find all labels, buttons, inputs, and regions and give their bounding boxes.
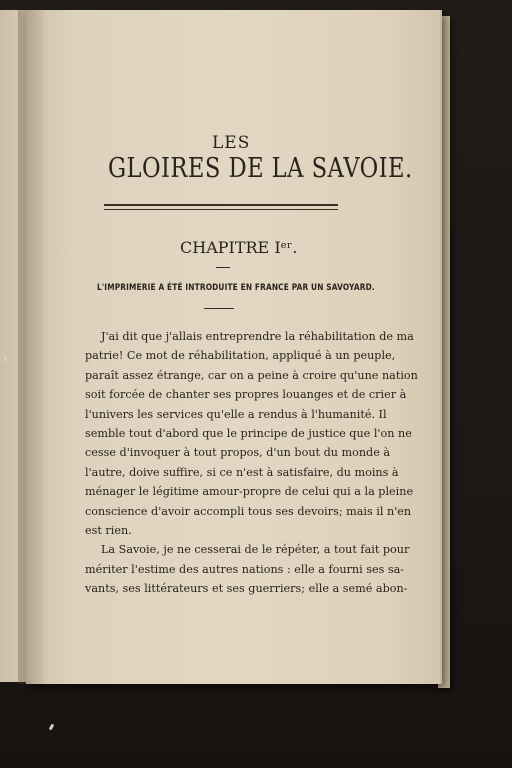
- title-rule-thin: [104, 209, 338, 210]
- page-title: GLOIRES DE LA SAVOIE.: [108, 153, 413, 184]
- body-line: ménager le légitime amour-propre de celui qui a la pleine: [85, 485, 414, 499]
- body-line: l'univers les services qu'elle a rendus à l'humanité. Il: [85, 407, 387, 421]
- body-paragraphs: [85, 327, 418, 598]
- body-line: l'autre, doive suffire, si ce n'est à satisfaire, du moins à: [85, 465, 399, 479]
- body-line: soit forcée de chanter ses propres louanges et de crier à: [85, 388, 407, 402]
- title-small: LES: [212, 133, 251, 153]
- body-line: conscience d'avoir accompli tous ses devoirs; mais il n'en: [85, 504, 412, 518]
- chapter-heading: CHAPITRE Iᵉʳ.: [180, 238, 298, 257]
- body-line: paraît assez étrange, car on a peine à croire qu'une nation: [85, 368, 418, 382]
- subtitle-dash: [204, 308, 234, 309]
- body-line: mériter l'estime des autres nations : elle a fourni ses sa-: [85, 562, 405, 576]
- spine-shadow: [18, 10, 44, 684]
- page-speck: [4, 356, 7, 362]
- body-line: patrie! Ce mot de réhabilitation, appliqué à un peuple,: [85, 349, 396, 363]
- body-line: cesse d'invoquer à tout propos, d'un bout du monde à: [85, 446, 391, 460]
- chapter-subtitle: L'IMPRIMERIE A ÉTÉ INTRODUITE EN FRANCE PAR UN SAVOYARD.: [97, 283, 375, 293]
- body-line: est rien.: [85, 523, 132, 537]
- body-line: semble tout d'abord que le principe de justice que l'on ne: [85, 426, 412, 440]
- body-line: vants, ses littérateurs et ses guerriers; elle a semé abon-: [85, 582, 408, 596]
- chapter-dash: [216, 267, 230, 268]
- title-rule-thick: [104, 204, 338, 206]
- body-line: J'ai dit que j'allais entreprendre la réhabilitation de ma: [101, 330, 414, 343]
- body-line: La Savoie, je ne cesserai de le répéter, a tout fait pour: [101, 543, 410, 557]
- background-speck: [49, 724, 55, 731]
